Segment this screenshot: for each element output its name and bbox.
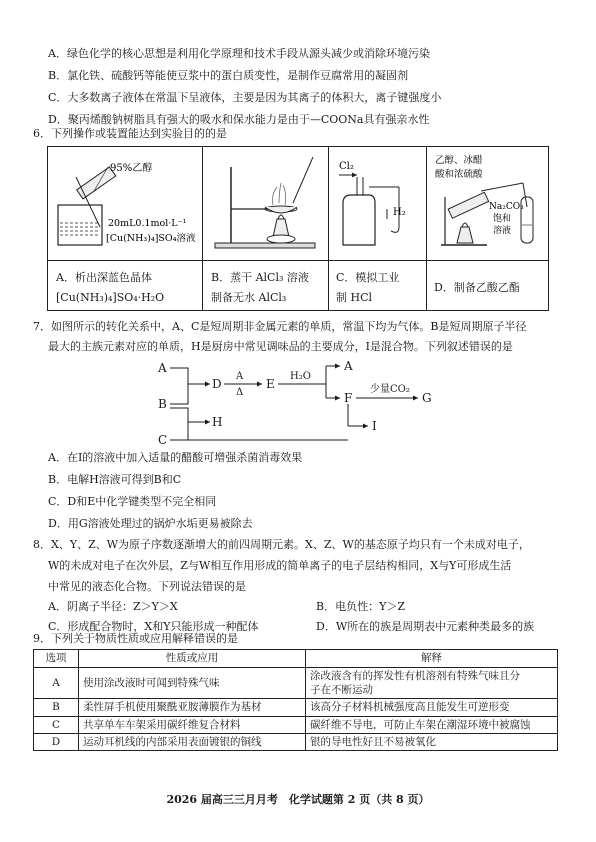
fig-a-label-ethanol: 95%乙醇 [110, 163, 153, 174]
q6-figure-a [48, 147, 203, 260]
q6-caption-b2: 制备无水 AlCl₃ [211, 291, 287, 304]
fig-d-label-reagent2: 酸和浓硫酸 [435, 169, 483, 180]
node-i: I [372, 419, 377, 433]
q9-header-explanation: 解释 [306, 650, 558, 668]
fig-c-label-cl2: Cl₂ [339, 161, 354, 172]
q9-row-c-option: C [34, 716, 79, 733]
q6-caption-a1: A．析出深蓝色晶体 [56, 271, 152, 284]
q5-option-d: D．聚丙烯酸钠树脂具有强大的吸水和保水能力是由于—COONa具有强亲水性 [48, 113, 430, 126]
q6-figure-d [427, 147, 550, 260]
q9-row-b-explanation: 该高分子材料机械强度高且能发生可逆形变 [306, 699, 558, 716]
q6-stem: 6．下列操作或装置能达到实验目的的是 [33, 127, 227, 140]
table-row [34, 668, 558, 699]
q8-option-b: B．电负性：Y＞Z [316, 600, 405, 613]
q9-row-d-explanation: 银的导电性好且不易被氧化 [306, 733, 558, 750]
q9-row-d-option: D [34, 733, 79, 750]
q6-caption-c2: 制 HCl [336, 291, 373, 304]
q9-row-a-property: 使用涂改液时可闻到特殊气味 [79, 668, 306, 699]
condition-h2o: H₂O [290, 371, 311, 382]
fig-c-label-h2: H₂ [393, 207, 406, 218]
page-footer: 2026 届高三三月月考 化学试题第 2 页（共 8 页） [166, 793, 430, 806]
q9-row-b-property: 柔性屏手机使用聚酰亚胺薄膜作为基材 [79, 699, 306, 716]
node-g: G [422, 391, 432, 405]
q9-header-row [34, 650, 558, 668]
q7-option-c: C．D和E中化学键类型不完全相同 [48, 495, 217, 508]
node-a-product: A [344, 359, 353, 373]
node-c: C [158, 433, 168, 447]
q9-table [33, 649, 558, 751]
q5-option-a: A．绿色化学的核心思想是利用化学原理和技术手段从源头减少或消除环境污染 [48, 47, 430, 60]
q6-caption-a2: [Cu(NH₃)₄]SO₄·H₂O [56, 291, 165, 304]
q9-row-a-explanation-line1: 涂改液含有的挥发性有机溶剂有特殊气味且分 [310, 670, 520, 682]
q8-option-c: C．形成配合物时，X和Y只能形成一种配体 [48, 620, 259, 633]
q8-option-d: D．W所在的族是周期表中元素种类最多的族 [316, 620, 535, 633]
q9-row-c-explanation: 碳纤维不导电，可防止车架在潮湿环境中被腐蚀 [306, 716, 558, 733]
q9-row-a-explanation [306, 668, 558, 699]
q7-option-a: A．在I的溶液中加入适量的醋酸可增强杀菌消毒效果 [48, 451, 303, 464]
node-a: A [158, 361, 167, 375]
q8-stem-line1: 8．X、Y、Z、W为原子序数逐渐增大的前四周期元素。X、Z、W的基态原子均只有一个未成对电子， [33, 538, 530, 551]
q9-row-c-property: 共享单车车架采用碳纤维复合材料 [79, 716, 306, 733]
node-b: B [158, 397, 167, 411]
q6-figure-b [203, 147, 329, 260]
fig-a-label-volume: 20mL0.1mol·L⁻¹ [108, 218, 187, 229]
fig-d-label-na2co3: Na₂CO₃ [489, 202, 524, 212]
q9-row-d-property: 运动耳机线的内部采用表面镀银的铜线 [79, 733, 306, 750]
q6-caption-c1: C．模拟工业 [336, 271, 400, 284]
q5-option-c: C．大多数离子液体在常温下呈液体，主要是因为其离子的体积大，离子键强度小 [48, 91, 442, 104]
q7-option-d: D．用G溶液处理过的锅炉水垢更易被除去 [48, 517, 253, 530]
q6-apparatus-table [47, 146, 549, 311]
fig-d-label-reagent1: 乙醇、冰醋 [435, 155, 483, 166]
q6-caption-b1: B．蒸干 AlCl₃ 溶液 [211, 271, 309, 284]
q7-option-b: B．电解H溶液可得到B和C [48, 473, 182, 486]
q7-stem-line1: 7．如图所示的转化关系中，A、C是短周期非金属元素的单质，常温下均为气体。B是短周期原子半径 [33, 320, 527, 333]
q9-stem: 9．下列关于物质性质或应用解释错误的是 [33, 632, 238, 645]
q6-figure-c [329, 147, 427, 260]
fig-d-label-saturated: 饱和 [493, 214, 512, 224]
condition-a: A [236, 371, 244, 382]
q8-option-a: A．阴离子半径：Z＞Y＞X [48, 600, 178, 613]
table-row [34, 733, 558, 750]
table-row [34, 716, 558, 733]
node-h: H [212, 415, 223, 429]
q9-row-a-explanation-line2: 子在不断运动 [310, 684, 373, 697]
q6-caption-d1: D．制备乙酸乙酯 [434, 281, 520, 294]
q9-row-a-option: A [34, 668, 79, 699]
node-f: F [344, 391, 353, 405]
q7-stem-line2: 最大的主族元素对应的单质，H是厨房中常见调味品的主要成分，I是混合物。下列叙述错误的是 [48, 340, 513, 353]
node-e: E [266, 377, 275, 391]
fig-a-label-solution: [Cu(NH₃)₄]SO₄溶液 [106, 233, 196, 244]
q9-row-b-option: B [34, 699, 79, 716]
fig-d-label-solution: 溶液 [493, 226, 512, 236]
q5-option-b: B．氯化铁、硫酸钙等能使豆浆中的蛋白质变性，是制作豆腐常用的凝固剂 [48, 69, 409, 82]
condition-heat: Δ [236, 387, 244, 398]
node-d: D [212, 377, 222, 391]
q9-header-property: 性质或应用 [79, 650, 306, 668]
q8-stem-line3: 中常见的液态化合物。下列说法错误的是 [48, 580, 246, 593]
condition-co2: 少量CO₂ [370, 384, 410, 395]
q8-stem-line2: W的未成对电子在次外层，Z与W相互作用形成的简单离子的电子层结构相同，X与Y可形成生活 [48, 559, 512, 572]
table-row [34, 699, 558, 716]
q9-header-option: 选项 [34, 650, 79, 668]
q7-conversion-diagram [150, 356, 450, 450]
q6-row-divider [48, 260, 548, 261]
